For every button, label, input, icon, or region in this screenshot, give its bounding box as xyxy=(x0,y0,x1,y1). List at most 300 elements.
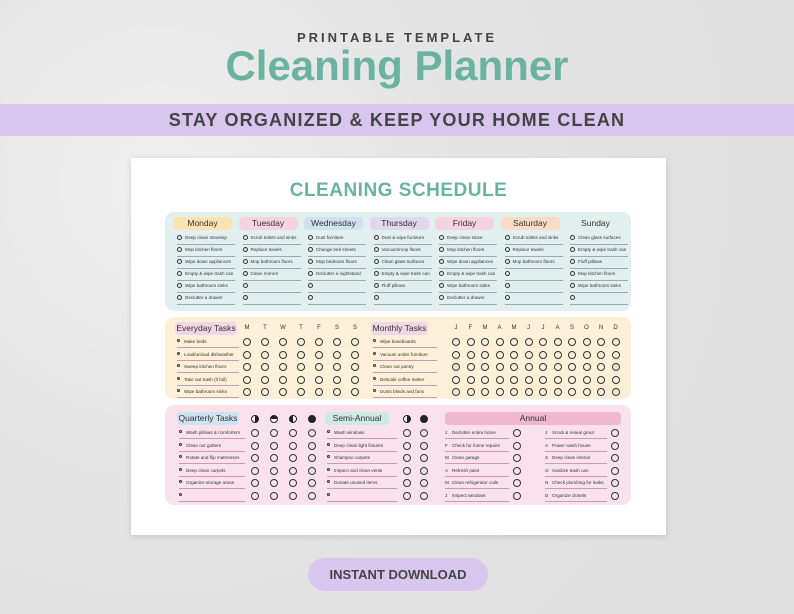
month-checkbox[interactable] xyxy=(612,338,620,346)
day-checkbox[interactable] xyxy=(297,351,305,359)
quarter-checkbox[interactable] xyxy=(289,454,297,462)
checkbox-icon[interactable] xyxy=(439,235,444,240)
everyday-task xyxy=(177,387,239,398)
semi-annual-header: Semi-Annual xyxy=(325,412,389,425)
day-task[interactable] xyxy=(570,233,628,245)
task-label: Wipe bathroom sinks xyxy=(447,283,490,288)
quarter-checkbox[interactable] xyxy=(270,429,278,437)
day-checkbox[interactable] xyxy=(261,376,269,384)
checkbox-icon[interactable] xyxy=(374,271,379,276)
day-task[interactable] xyxy=(570,245,628,257)
day-task[interactable] xyxy=(243,257,301,269)
task-label: Sanitize trash can xyxy=(552,467,589,473)
quarter-checkbox[interactable] xyxy=(270,454,278,462)
weekday-letter: T xyxy=(263,325,267,331)
checkbox-icon[interactable] xyxy=(374,295,379,300)
checkbox-icon[interactable] xyxy=(505,259,510,264)
annual-checkbox[interactable] xyxy=(513,479,521,487)
month-checkbox[interactable] xyxy=(539,338,547,346)
annual-checkbox[interactable] xyxy=(611,442,619,450)
month-initial: J xyxy=(545,430,548,435)
quarter-checkbox[interactable] xyxy=(289,429,297,437)
checkbox-icon[interactable] xyxy=(505,271,510,276)
quarter-checkbox[interactable] xyxy=(289,492,297,500)
checkbox-icon[interactable] xyxy=(439,271,444,276)
checkbox-icon[interactable] xyxy=(177,259,182,264)
bullet-icon xyxy=(373,352,376,355)
day-task[interactable] xyxy=(374,269,432,281)
month-checkbox[interactable] xyxy=(568,363,576,371)
annual-checkbox[interactable] xyxy=(513,492,521,500)
month-checkbox[interactable] xyxy=(525,351,533,359)
day-checkbox[interactable] xyxy=(333,388,341,396)
task-label: Fluff pillows xyxy=(578,259,602,264)
month-checkbox[interactable] xyxy=(467,376,475,384)
day-checkbox[interactable] xyxy=(297,388,305,396)
month-letter: M xyxy=(482,325,488,331)
half-checkbox[interactable] xyxy=(420,492,428,500)
checkbox-icon[interactable] xyxy=(439,283,444,288)
day-task[interactable] xyxy=(439,269,497,281)
month-initial: D xyxy=(545,492,549,498)
day-checkbox[interactable] xyxy=(333,351,341,359)
task-label: Vacuum under furniture xyxy=(380,351,428,357)
month-checkbox[interactable] xyxy=(583,388,591,396)
month-checkbox[interactable] xyxy=(481,388,489,396)
checkbox-icon[interactable] xyxy=(570,235,575,240)
day-task[interactable] xyxy=(177,233,235,245)
checkbox-icon[interactable] xyxy=(177,235,182,240)
checkbox-icon[interactable] xyxy=(570,283,575,288)
bullet-icon xyxy=(177,339,180,342)
month-checkbox[interactable] xyxy=(452,338,460,346)
day-checkbox[interactable] xyxy=(333,363,341,371)
day-task[interactable] xyxy=(308,233,366,245)
month-checkbox[interactable] xyxy=(539,376,547,384)
day-task[interactable] xyxy=(439,257,497,269)
quarter-checkbox[interactable] xyxy=(289,479,297,487)
day-task[interactable] xyxy=(243,233,301,245)
task-label: Declutter a drawer xyxy=(447,295,485,300)
day-checkbox[interactable] xyxy=(279,363,287,371)
month-checkbox[interactable] xyxy=(597,351,605,359)
instant-download-button[interactable]: INSTANT DOWNLOAD xyxy=(308,558,488,591)
day-checkbox[interactable] xyxy=(243,338,251,346)
quarter-checkbox[interactable] xyxy=(270,467,278,475)
day-checkbox[interactable] xyxy=(243,363,251,371)
checkbox-icon[interactable] xyxy=(374,259,379,264)
quarter-checkbox[interactable] xyxy=(289,467,297,475)
day-task[interactable] xyxy=(374,233,432,245)
month-checkbox[interactable] xyxy=(452,351,460,359)
day-checkbox[interactable] xyxy=(351,363,359,371)
checkbox-icon[interactable] xyxy=(243,271,248,276)
quarterly-task xyxy=(179,441,245,452)
quarter-checkbox[interactable] xyxy=(308,492,316,500)
task-label: Mop kitchen floors xyxy=(185,247,223,252)
annual-checkbox[interactable] xyxy=(611,467,619,475)
month-checkbox[interactable] xyxy=(612,363,620,371)
month-checkbox[interactable] xyxy=(525,388,533,396)
checkbox-icon[interactable] xyxy=(439,247,444,252)
day-checkbox[interactable] xyxy=(279,338,287,346)
everyday-task xyxy=(177,337,239,348)
quarterly-task xyxy=(179,478,245,489)
day-task[interactable] xyxy=(177,245,235,257)
quarter-checkbox[interactable] xyxy=(251,467,259,475)
month-checkbox[interactable] xyxy=(539,363,547,371)
day-task[interactable] xyxy=(374,257,432,269)
day-task[interactable] xyxy=(570,269,628,281)
checkbox-icon[interactable] xyxy=(505,295,510,300)
checkbox-icon[interactable] xyxy=(505,235,510,240)
quarter-checkbox[interactable] xyxy=(270,479,278,487)
half-checkbox[interactable] xyxy=(403,454,411,462)
month-checkbox[interactable] xyxy=(525,376,533,384)
month-checkbox[interactable] xyxy=(597,376,605,384)
task-label: Mop bathroom floors xyxy=(250,259,293,264)
month-checkbox[interactable] xyxy=(612,351,620,359)
day-task[interactable] xyxy=(439,281,497,293)
day-checkbox[interactable] xyxy=(333,376,341,384)
quarter-checkbox[interactable] xyxy=(251,479,259,487)
checkbox-icon[interactable] xyxy=(439,259,444,264)
day-task[interactable] xyxy=(570,293,628,305)
month-checkbox[interactable] xyxy=(496,351,504,359)
day-checkbox[interactable] xyxy=(279,376,287,384)
day-task[interactable] xyxy=(308,245,366,257)
day-task[interactable] xyxy=(308,281,366,293)
day-checkbox[interactable] xyxy=(315,351,323,359)
weekday-letter: W xyxy=(280,325,286,331)
checkbox-icon[interactable] xyxy=(570,295,575,300)
half-checkbox[interactable] xyxy=(403,492,411,500)
month-checkbox[interactable] xyxy=(525,363,533,371)
month-checkbox[interactable] xyxy=(481,363,489,371)
checkbox-icon[interactable] xyxy=(177,271,182,276)
month-checkbox[interactable] xyxy=(583,338,591,346)
day-checkbox[interactable] xyxy=(261,363,269,371)
task-label: Load/unload dishwasher xyxy=(184,351,234,357)
day-task[interactable] xyxy=(243,245,301,257)
day-checkbox[interactable] xyxy=(315,376,323,384)
quarter-checkbox[interactable] xyxy=(308,479,316,487)
task-label: Clean out pantry xyxy=(380,364,414,369)
month-letter: O xyxy=(584,325,589,331)
checkbox-icon[interactable] xyxy=(374,247,379,252)
task-label: Dust & wipe furniture xyxy=(381,235,425,240)
day-task[interactable] xyxy=(439,245,497,257)
month-checkbox[interactable] xyxy=(525,338,533,346)
month-checkbox[interactable] xyxy=(597,338,605,346)
checkbox-icon[interactable] xyxy=(308,259,313,264)
semi-annual-task xyxy=(327,466,397,477)
recurring-panel xyxy=(165,317,631,399)
bullet-icon xyxy=(179,443,182,446)
half-checkbox[interactable] xyxy=(403,479,411,487)
month-checkbox[interactable] xyxy=(568,388,576,396)
semi-annual-task xyxy=(327,453,397,464)
checkbox-icon[interactable] xyxy=(308,295,313,300)
checkbox-icon[interactable] xyxy=(243,283,248,288)
quarter-checkbox[interactable] xyxy=(289,442,297,450)
month-checkbox[interactable] xyxy=(481,338,489,346)
day-task[interactable] xyxy=(439,233,497,245)
day-checkbox[interactable] xyxy=(351,351,359,359)
annual-checkbox[interactable] xyxy=(611,429,619,437)
task-label: Declutter a nightstand xyxy=(316,271,361,276)
task-label: Change bed sheets xyxy=(316,247,356,252)
day-checkbox[interactable] xyxy=(297,338,305,346)
checkbox-icon[interactable] xyxy=(505,247,510,252)
month-letter: J xyxy=(527,325,530,331)
quarter-checkbox[interactable] xyxy=(270,442,278,450)
day-task[interactable] xyxy=(374,293,432,305)
day-task[interactable] xyxy=(308,293,366,305)
day-checkbox[interactable] xyxy=(243,351,251,359)
monthly-task xyxy=(373,375,437,386)
half-checkbox[interactable] xyxy=(403,442,411,450)
day-header-monday: Monday xyxy=(173,217,232,230)
month-checkbox[interactable] xyxy=(467,388,475,396)
weekly-panel xyxy=(165,212,631,311)
month-checkbox[interactable] xyxy=(597,363,605,371)
bullet-icon xyxy=(327,480,330,483)
weekday-letter: M xyxy=(244,325,250,331)
month-checkbox[interactable] xyxy=(467,338,475,346)
day-task[interactable] xyxy=(243,269,301,281)
checkbox-icon[interactable] xyxy=(308,271,313,276)
annual-checkbox[interactable] xyxy=(513,442,521,450)
month-checkbox[interactable] xyxy=(583,351,591,359)
day-task[interactable] xyxy=(505,293,563,305)
half-checkbox[interactable] xyxy=(420,467,428,475)
day-task[interactable] xyxy=(374,281,432,293)
day-checkbox[interactable] xyxy=(297,376,305,384)
day-task[interactable] xyxy=(439,293,497,305)
month-checkbox[interactable] xyxy=(554,338,562,346)
task-label: Scrub toilets and sinks xyxy=(250,235,297,240)
day-checkbox[interactable] xyxy=(279,388,287,396)
day-task[interactable] xyxy=(308,269,366,281)
month-initial: M xyxy=(445,480,449,485)
day-checkbox[interactable] xyxy=(243,388,251,396)
day-task[interactable] xyxy=(374,245,432,257)
task-label: Vacuum/mop floors xyxy=(381,247,421,252)
month-checkbox[interactable] xyxy=(568,351,576,359)
day-checkbox[interactable] xyxy=(315,363,323,371)
bullet-icon xyxy=(327,455,330,458)
annual-task xyxy=(545,453,607,464)
day-checkbox[interactable] xyxy=(315,388,323,396)
checkbox-icon[interactable] xyxy=(243,259,248,264)
day-checkbox[interactable] xyxy=(351,388,359,396)
month-checkbox[interactable] xyxy=(539,351,547,359)
task-label: Deep clean light fixtures xyxy=(334,442,384,448)
seasonal-panel xyxy=(165,405,631,505)
month-checkbox[interactable] xyxy=(481,351,489,359)
half-checkbox[interactable] xyxy=(420,454,428,462)
day-checkbox[interactable] xyxy=(297,363,305,371)
half-checkbox[interactable] xyxy=(420,479,428,487)
month-checkbox[interactable] xyxy=(510,388,518,396)
moon-phase-icon xyxy=(251,415,259,423)
month-checkbox[interactable] xyxy=(452,376,460,384)
task-label: Shampoo carpets xyxy=(334,455,371,460)
task-label: Refresh paint xyxy=(452,467,480,473)
annual-checkbox[interactable] xyxy=(513,429,521,437)
month-checkbox[interactable] xyxy=(496,363,504,371)
month-checkbox[interactable] xyxy=(496,376,504,384)
month-checkbox[interactable] xyxy=(452,388,460,396)
day-checkbox[interactable] xyxy=(261,338,269,346)
task-label: Check for home repairs xyxy=(452,442,500,448)
month-checkbox[interactable] xyxy=(452,363,460,371)
bullet-icon xyxy=(179,455,182,458)
month-letter: A xyxy=(555,325,560,331)
checkbox-icon[interactable] xyxy=(243,295,248,300)
day-task[interactable] xyxy=(177,269,235,281)
month-checkbox[interactable] xyxy=(612,388,620,396)
month-initial: F xyxy=(445,442,448,448)
bullet-icon xyxy=(327,493,330,496)
day-task[interactable] xyxy=(570,257,628,269)
month-checkbox[interactable] xyxy=(510,363,518,371)
annual-checkbox[interactable] xyxy=(611,492,619,500)
month-checkbox[interactable] xyxy=(467,363,475,371)
day-checkbox[interactable] xyxy=(261,388,269,396)
everyday-task xyxy=(177,362,239,373)
task-label: Inspect and clean vents xyxy=(334,467,383,473)
month-checkbox[interactable] xyxy=(568,376,576,384)
checkbox-icon[interactable] xyxy=(177,283,182,288)
day-task[interactable] xyxy=(505,233,563,245)
weekday-letter: F xyxy=(317,325,321,331)
month-initial: N xyxy=(545,480,549,485)
month-checkbox[interactable] xyxy=(554,351,562,359)
bullet-icon xyxy=(179,430,182,433)
month-checkbox[interactable] xyxy=(554,376,562,384)
day-checkbox[interactable] xyxy=(315,338,323,346)
month-checkbox[interactable] xyxy=(597,388,605,396)
checkbox-icon[interactable] xyxy=(308,283,313,288)
checkbox-icon[interactable] xyxy=(308,235,313,240)
month-checkbox[interactable] xyxy=(554,363,562,371)
quarter-checkbox[interactable] xyxy=(308,467,316,475)
month-checkbox[interactable] xyxy=(467,351,475,359)
day-header-sunday: Sunday xyxy=(566,217,625,230)
quarter-checkbox[interactable] xyxy=(308,442,316,450)
checkbox-icon[interactable] xyxy=(243,247,248,252)
quarter-checkbox[interactable] xyxy=(308,454,316,462)
day-checkbox[interactable] xyxy=(279,351,287,359)
checkbox-icon[interactable] xyxy=(308,247,313,252)
quarter-checkbox[interactable] xyxy=(251,492,259,500)
month-checkbox[interactable] xyxy=(496,388,504,396)
day-task[interactable] xyxy=(505,245,563,257)
day-checkbox[interactable] xyxy=(243,376,251,384)
task-label: Deep clean stovetop xyxy=(185,235,227,240)
checkbox-icon[interactable] xyxy=(374,283,379,288)
quarter-checkbox[interactable] xyxy=(270,492,278,500)
checkbox-icon[interactable] xyxy=(505,283,510,288)
semi-annual-task xyxy=(327,428,397,439)
half-checkbox[interactable] xyxy=(403,467,411,475)
moon-phase-icon xyxy=(403,415,411,423)
month-initial: A xyxy=(545,442,549,448)
day-task[interactable] xyxy=(308,257,366,269)
half-checkbox[interactable] xyxy=(420,429,428,437)
day-task[interactable] xyxy=(505,281,563,293)
month-checkbox[interactable] xyxy=(539,388,547,396)
month-letter: D xyxy=(613,325,618,331)
day-checkbox[interactable] xyxy=(333,338,341,346)
day-task[interactable] xyxy=(177,257,235,269)
month-initial: O xyxy=(545,467,549,473)
checkbox-icon[interactable] xyxy=(374,235,379,240)
task-label: Wipe bathroom sinks xyxy=(185,283,228,288)
task-label: Mop kitchen floors xyxy=(447,247,485,252)
checkbox-icon[interactable] xyxy=(570,271,575,276)
day-task[interactable] xyxy=(243,281,301,293)
day-task[interactable] xyxy=(177,281,235,293)
checkbox-icon[interactable] xyxy=(439,295,444,300)
checkbox-icon[interactable] xyxy=(177,247,182,252)
checkbox-icon[interactable] xyxy=(570,259,575,264)
month-checkbox[interactable] xyxy=(481,376,489,384)
day-task[interactable] xyxy=(177,293,235,305)
checkbox-icon[interactable] xyxy=(243,235,248,240)
half-checkbox[interactable] xyxy=(420,442,428,450)
annual-task xyxy=(445,491,509,502)
day-checkbox[interactable] xyxy=(351,376,359,384)
task-label: Mop bedroom floors xyxy=(316,259,357,264)
quarter-checkbox[interactable] xyxy=(251,454,259,462)
annual-checkbox[interactable] xyxy=(513,454,521,462)
bullet-icon xyxy=(373,377,376,380)
annual-checkbox[interactable] xyxy=(513,467,521,475)
checkbox-icon[interactable] xyxy=(177,295,182,300)
day-task[interactable] xyxy=(505,269,563,281)
quarterly-tasks-header: Quarterly Tasks xyxy=(178,413,238,423)
checkbox-icon[interactable] xyxy=(570,247,575,252)
half-checkbox[interactable] xyxy=(403,429,411,437)
day-task[interactable] xyxy=(505,257,563,269)
month-checkbox[interactable] xyxy=(496,338,504,346)
day-header-saturday: Saturday xyxy=(501,217,560,230)
month-checkbox[interactable] xyxy=(612,376,620,384)
month-checkbox[interactable] xyxy=(583,376,591,384)
day-checkbox[interactable] xyxy=(261,351,269,359)
month-checkbox[interactable] xyxy=(510,351,518,359)
quarter-checkbox[interactable] xyxy=(308,429,316,437)
month-checkbox[interactable] xyxy=(510,338,518,346)
month-checkbox[interactable] xyxy=(583,363,591,371)
task-label: Empty & wipe trash can xyxy=(381,271,430,276)
month-checkbox[interactable] xyxy=(568,338,576,346)
quarter-checkbox[interactable] xyxy=(251,442,259,450)
quarter-checkbox[interactable] xyxy=(251,429,259,437)
day-task[interactable] xyxy=(243,293,301,305)
month-checkbox[interactable] xyxy=(554,388,562,396)
month-checkbox[interactable] xyxy=(510,376,518,384)
day-task[interactable] xyxy=(570,281,628,293)
annual-checkbox[interactable] xyxy=(611,454,619,462)
month-initial: J xyxy=(445,492,448,498)
task-label: Clean glass surfaces xyxy=(381,259,425,264)
day-checkbox[interactable] xyxy=(351,338,359,346)
annual-checkbox[interactable] xyxy=(611,479,619,487)
